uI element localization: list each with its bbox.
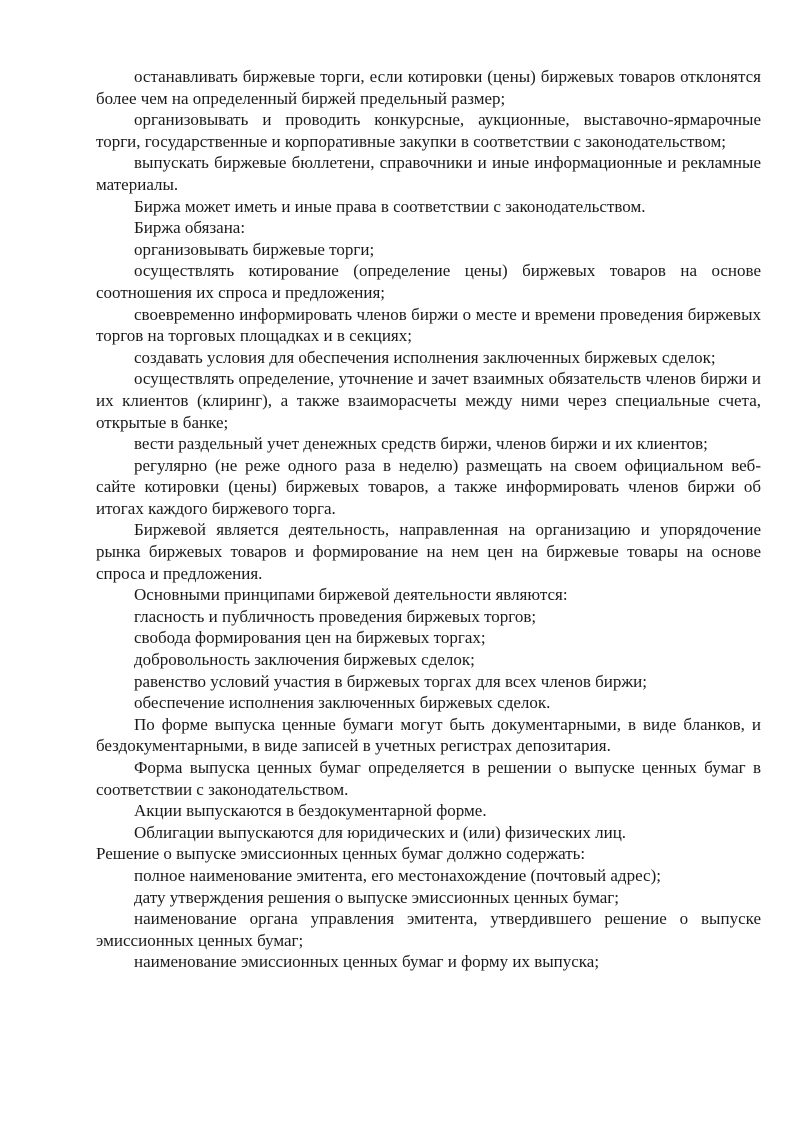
paragraph: вести раздельный учет денежных средств биржи, членов биржи и их клиентов;	[134, 434, 708, 454]
paragraph: Основными принципами биржевой деятельности являются:	[134, 585, 568, 605]
paragraph: свобода формирования цен на биржевых торгах;	[134, 628, 486, 648]
paragraph: осуществлять котирование (определение цены) биржевых товаров на основе соотношения их спроса и предложения;	[96, 261, 761, 302]
paragraph: Решение о выпуске эмиссионных ценных бумаг должно содержать:	[96, 844, 586, 864]
paragraph: обеспечение исполнения заключенных биржевых сделок.	[134, 693, 551, 713]
paragraph: равенство условий участия в биржевых торгах для всех членов биржи;	[134, 671, 647, 691]
paragraph: создавать условия для обеспечения исполнения заключенных биржевых сделок;	[134, 347, 716, 367]
document-body	[96, 66, 761, 973]
paragraph: полное наименование эмитента, его местонахождение (почтовый адрес);	[134, 865, 661, 885]
paragraph: выпускать биржевые бюллетени, справочники и иные информационные и рекламные материалы.	[96, 153, 761, 194]
paragraph: Форма выпуска ценных бумаг определяется в решении о выпуске ценных бумаг в соответствии с законодательством.	[96, 758, 761, 799]
paragraph: Биржевой является деятельность, направленная на организацию и упорядочение рынка биржевых товаров и формирование на нем цен на биржевые товары на основе спроса и предложения.	[96, 520, 761, 583]
paragraph: добровольность заключения биржевых сделок;	[134, 650, 475, 670]
paragraph: Акции выпускаются в бездокументарной форме.	[134, 801, 487, 821]
paragraph: гласность и публичность проведения биржевых торгов;	[134, 606, 537, 626]
paragraph: своевременно информировать членов биржи о месте и времени проведения биржевых торгов на торговых площадках и в секциях;	[96, 304, 761, 346]
paragraph: наименование органа управления эмитента, утвердившего решение о выпуске эмиссионных ценных бумаг;	[96, 909, 761, 950]
paragraph: организовывать и проводить конкурсные, аукционные, выставочно-ярмарочные торги, государственные и корпоративные закупки в соответствии с законодательством;	[96, 110, 761, 151]
paragraph: Биржа может иметь и иные права в соответствии с законодательством.	[134, 196, 646, 216]
paragraph: организовывать биржевые торги;	[134, 239, 375, 259]
paragraph: осуществлять определение, уточнение и зачет взаимных обязательств членов биржи и их клиентов (клиринг), а также взаиморасчеты между ними через специальные счета, открытые в банке;	[96, 369, 761, 432]
paragraph: Облигации выпускаются для юридических и (или) физических лиц.	[134, 822, 627, 842]
paragraph: останавливать биржевые торги, если котировки (цены) биржевых товаров отклонятся более чем на определенный биржей предельный размер;	[96, 67, 761, 108]
paragraph: наименование эмиссионных ценных бумаг и форму их выпуска;	[134, 952, 600, 972]
paragraph: По форме выпуска ценные бумаги могут быть документарными, в виде бланков, и бездокументарными, в виде записей в учетных регистрах депозитария.	[96, 714, 761, 756]
paragraph: Биржа обязана:	[134, 218, 246, 238]
paragraph: регулярно (не реже одного раза в неделю) размещать на своем официальном веб-сайте котировки (цены) биржевых товаров, а также информировать членов биржи об итогах каждого биржевого торга.	[96, 455, 761, 518]
paragraph: дату утверждения решения о выпуске эмиссионных ценных бумаг;	[134, 887, 619, 907]
